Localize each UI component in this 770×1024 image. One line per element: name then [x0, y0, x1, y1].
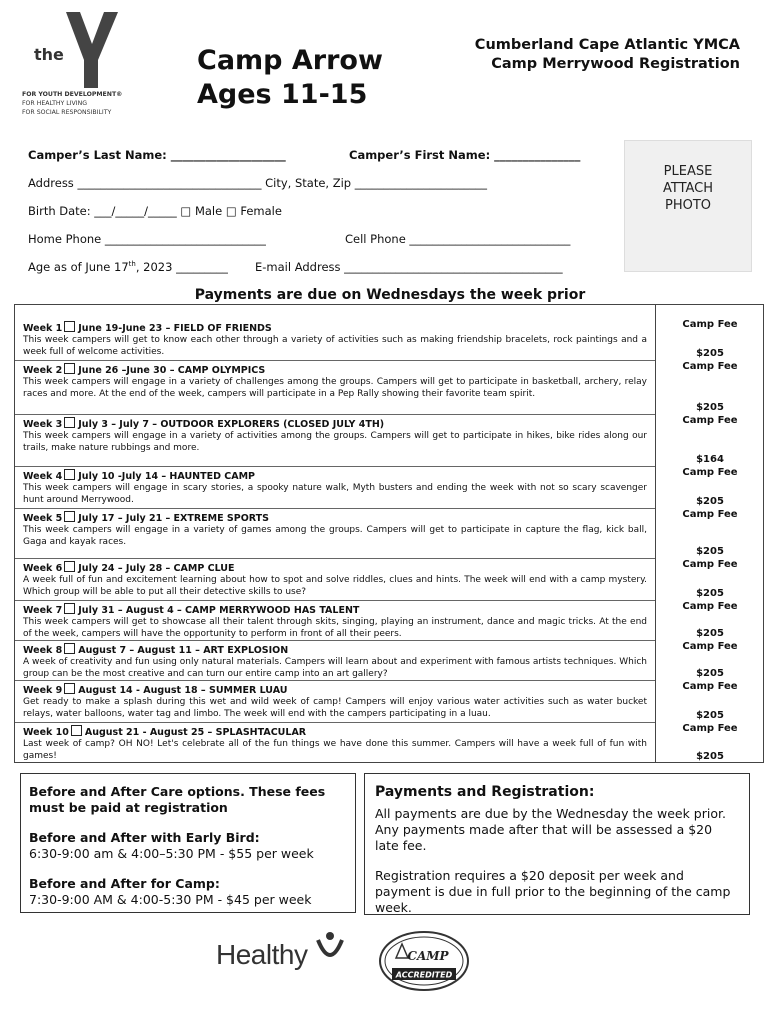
camp-fee-label: Camp Fee [682, 509, 738, 520]
week-fee [656, 681, 764, 723]
registration-heading: Payments and Registration: [375, 784, 595, 800]
camp-fee-label: Camp Fee [682, 641, 738, 652]
camp-name: Camp Arrow [197, 45, 383, 76]
week-title [23, 511, 647, 525]
week-title [23, 643, 647, 657]
week-title [23, 603, 647, 617]
week-description: This week campers will engage in a variety of games among the groups. Campers will get to participate in capture the flag, kick ball, Gaga and kayak races. [23, 525, 647, 547]
camp-fee-amount: $205 [696, 402, 724, 413]
camp-fee-amount: $205 [696, 496, 724, 507]
camp-fee-amount: $205 [696, 628, 724, 639]
seal-accredited-text: ACCREDITED [395, 970, 453, 980]
organization-header [440, 36, 740, 74]
week-theme: July 10 -July 14 – HAUNTED CAMP [78, 471, 256, 482]
photo-line-1: PLEASE [663, 164, 713, 179]
week-title [23, 321, 647, 335]
week-theme: August 7 – August 11 – ART EXPLOSION [78, 645, 289, 656]
camp-fee-label: Camp Fee [682, 361, 738, 372]
care-heading: Before and After Care options. These fees must be paid at registration [29, 784, 326, 815]
week-title [23, 363, 647, 377]
tagline-line-2: FOR HEALTHY LIVING [22, 100, 88, 107]
camp-fee-amount: $205 [696, 348, 724, 359]
camp-fee-label: Camp Fee [682, 319, 738, 330]
seal-camp-text: CAMP [407, 949, 449, 963]
week-theme: August 21 - August 25 – SPLASHTACULAR [84, 727, 307, 738]
early-bird-title: Before and After with Early Bird: [29, 830, 260, 845]
week-checkbox[interactable] [64, 469, 75, 480]
week-description: Last week of camp? OH NO! Let's celebrate all of the fun things we have done this summer. Campers will have a week full of fun with games! [23, 739, 647, 761]
camp-fee-label: Camp Fee [682, 681, 738, 692]
week-title [23, 469, 647, 483]
week-checkbox[interactable] [64, 683, 75, 694]
camp-fee-amount: $205 [696, 668, 724, 679]
camp-fee-label: Camp Fee [682, 467, 738, 478]
week-description: This week campers will get to know each other through a variety of activities such as making friendship bracelets, rock paintings and a week full of welcome activities. [23, 335, 647, 357]
week-description: This week campers will engage in scary stories, a spooky nature walk, Myth busters and ending the week with not so scary scavenger hunt around Merrywood. [23, 483, 647, 505]
week-checkbox[interactable] [71, 725, 82, 736]
email-field[interactable]: E-mail Address ______________________________________ [255, 260, 563, 274]
ymca-tagline [22, 90, 162, 117]
photo-box[interactable] [624, 140, 752, 272]
week-fee [656, 723, 764, 764]
healthy-u-logo [216, 930, 345, 971]
week-theme: July 3 – July 7 – OUTDOOR EXPLORERS (CLOSED JULY 4TH) [78, 419, 385, 430]
week-title [23, 725, 647, 739]
week-description: This week campers will engage in a variety of activities among the groups. Campers will get to participate in hikes, bike rides along our trails, make nature rubbings and more. [23, 431, 647, 453]
camp-care-detail: 7:30-9:00 AM & 4:00-5:30 PM - $45 per week [29, 892, 312, 907]
week-row [15, 509, 655, 559]
week-theme: June 19-June 23 – FIELD OF FRIENDS [78, 323, 272, 334]
camp-fee-label: Camp Fee [682, 559, 738, 570]
week-row [15, 681, 655, 723]
week-description: Get ready to make a splash during this wet and wild week of camp! Campers will enjoy various water activities such as water bucket relays, water balloons, water tag and limbo. The week will end with the campers participating in a luau. [23, 697, 647, 719]
svg-text:the: the [34, 45, 64, 64]
week-title [23, 561, 647, 575]
week-description: A week of creativity and fun using only natural materials. Campers will learn about and experiment with famous artists techniques. Which group can be the most creative and can turn our entire camp into an art gallery? [23, 657, 647, 679]
week-label: Week 4 [23, 471, 63, 482]
week-label: Week 2 [23, 365, 63, 376]
organization-name: Cumberland Cape Atlantic YMCA [474, 37, 740, 53]
early-bird-detail: 6:30-9:00 am & 4:00–5:30 PM - $55 per week [29, 846, 314, 861]
week-row [15, 601, 655, 641]
age-ordinal: th [128, 260, 136, 269]
camp-fee-amount: $205 [696, 751, 724, 762]
week-fee [656, 467, 764, 509]
week-label: Week 9 [23, 685, 63, 696]
week-label: Week 6 [23, 563, 63, 574]
week-row [15, 361, 655, 415]
age-range: Ages 11-15 [197, 79, 368, 110]
week-label: Week 3 [23, 419, 63, 430]
week-fee [656, 319, 764, 361]
first-name-field[interactable]: Camper’s First Name: _______________ [349, 148, 581, 162]
week-fee [656, 415, 764, 467]
week-label: Week 1 [23, 323, 63, 334]
week-checkbox[interactable] [64, 561, 75, 572]
week-theme: July 31 – August 4 – CAMP MERRYWOOD HAS TALENT [78, 605, 360, 616]
week-row [15, 467, 655, 509]
week-fee [656, 509, 764, 559]
week-description: This week campers will engage in a variety of challenges among the groups. Campers will get to participate in basketball, archery, relay races and more. At the end of the week, campers will participate in a Pep Rally showing their favorite team spirit. [23, 377, 647, 399]
week-fee [656, 361, 764, 415]
week-theme: June 26 –June 30 – CAMP OLYMPICS [78, 365, 266, 376]
camp-fee-label: Camp Fee [682, 723, 738, 734]
week-title [23, 683, 647, 697]
week-label: Week 8 [23, 645, 63, 656]
week-description: A week full of fun and excitement learning about how to spot and solve riddles, clues and hints. The week will end with a camp mystery. Which group will be able to put all their detective skills to use? [23, 575, 647, 597]
payments-registration-box [364, 773, 750, 915]
week-checkbox[interactable] [64, 321, 75, 332]
week-title [23, 417, 647, 431]
camp-title [197, 44, 383, 112]
birth-date-gender-field[interactable]: Birth Date: ___/_____/_____ □ Male □ Female [28, 204, 282, 218]
week-row [15, 319, 655, 361]
healthy-text: Healthy [216, 939, 308, 970]
week-row [15, 559, 655, 601]
payment-policy: All payments are due by the Wednesday the week prior. Any payments made after that will be assessed a $20 late fee. [375, 806, 726, 853]
age-field[interactable] [28, 260, 228, 274]
week-label: Week 5 [23, 513, 63, 524]
age-label: Age as of June 17 [28, 260, 129, 274]
address-field[interactable]: Address ________________________________ City, State, Zip _______________________ [28, 176, 487, 190]
photo-line-2: ATTACH [662, 181, 714, 196]
healthy-u-figure-icon [315, 930, 345, 970]
home-phone-field[interactable]: Home Phone ____________________________ [28, 232, 266, 246]
last-name-field[interactable]: Camper’s Last Name: ____________________ [28, 148, 286, 162]
camp-fee-amount: $205 [696, 546, 724, 557]
camp-fee-amount: $164 [696, 454, 724, 465]
week-theme: July 24 – July 28 – CAMP CLUE [78, 563, 235, 574]
week-label: Week 10 [23, 727, 69, 738]
weeks-table [14, 304, 764, 763]
week-fee [656, 601, 764, 641]
photo-line-3: PHOTO [664, 198, 712, 213]
week-row [15, 415, 655, 467]
camp-accredited-seal [378, 930, 470, 992]
camp-fee-label: Camp Fee [682, 601, 738, 612]
week-checkbox[interactable] [64, 643, 75, 654]
camp-fee-label: Camp Fee [682, 415, 738, 426]
camp-care-title: Before and After for Camp: [29, 876, 220, 891]
week-checkbox[interactable] [64, 363, 75, 374]
week-label: Week 7 [23, 605, 63, 616]
camp-fee-amount: $205 [696, 588, 724, 599]
registration-title: Camp Merrywood Registration [491, 56, 740, 72]
ymca-logo [22, 10, 132, 90]
camp-fee-amount: $205 [696, 710, 724, 721]
deposit-policy: Registration requires a $20 deposit per week and payment is due in full prior to the beginning of the camp week. [375, 868, 731, 915]
week-description: This week campers will get to showcase all their talent through skits, singing, playing an instrument, dance and magic tricks. At the end of the week, campers will have the opportunity to perform in front of all their peers. [23, 617, 647, 639]
tagline-line-1: FOR YOUTH DEVELOPMENT® [22, 91, 123, 98]
week-theme: August 14 - August 18 – SUMMER LUAU [78, 685, 288, 696]
age-blank: , 2023 _________ [135, 260, 228, 274]
week-checkbox[interactable] [64, 511, 75, 522]
payments-heading: Payments are due on Wednesdays the week prior [194, 287, 586, 303]
cell-phone-field[interactable]: Cell Phone ____________________________ [345, 232, 571, 246]
week-row [15, 723, 655, 764]
week-checkbox[interactable] [64, 603, 75, 614]
week-row [15, 641, 655, 681]
care-options-box [20, 773, 356, 913]
week-checkbox[interactable] [64, 417, 75, 428]
tagline-line-3: FOR SOCIAL RESPONSIBILITY [22, 109, 112, 116]
week-fee [656, 641, 764, 681]
week-theme: July 17 – July 21 – EXTREME SPORTS [78, 513, 269, 524]
week-fee [656, 559, 764, 601]
